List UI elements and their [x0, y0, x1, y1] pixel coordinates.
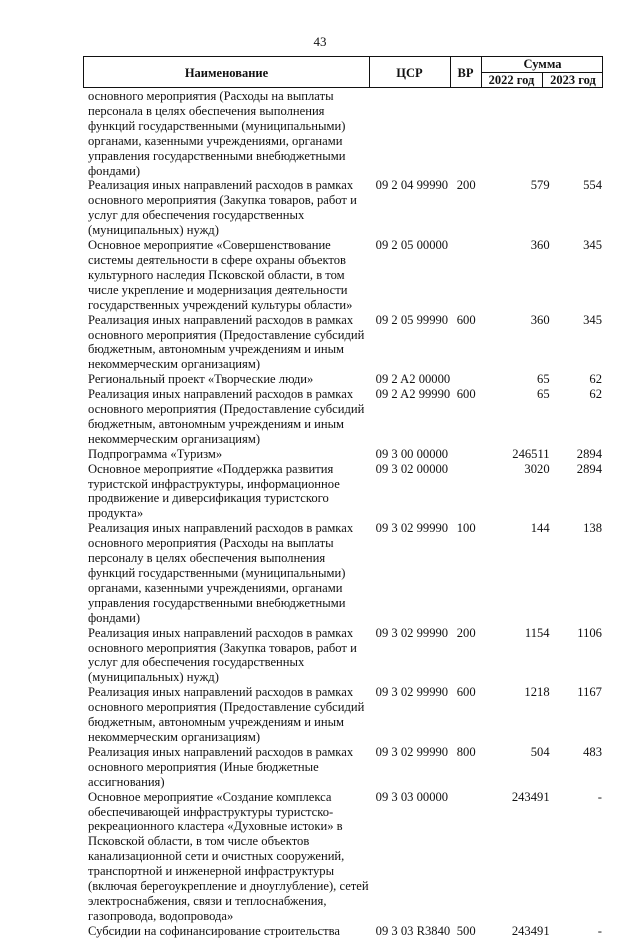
row-name: Реализация иных направлений расходов в рамках основного мероприятия (Закупка товаров, работ и услуг для обеспечения государственных (муниципальных) нужд) — [88, 178, 357, 238]
row-vr: 200 — [456, 178, 476, 193]
table-row — [88, 790, 602, 924]
row-vr — [457, 372, 494, 387]
row-vr: 200 — [456, 625, 476, 640]
row-2022: 243491 — [511, 789, 550, 804]
row-vr: 100 — [456, 521, 476, 536]
row-csr: 09 2 A2 99990 — [375, 387, 451, 402]
row-csr: 09 3 03 R3840 — [375, 923, 451, 938]
row-name: Субсидии на софинансирование строительства — [88, 923, 340, 938]
row-csr: 09 3 02 99990 — [375, 685, 449, 700]
row-2022: 3020 — [524, 461, 550, 476]
row-2022: 579 — [530, 178, 550, 193]
row-2023: 138 — [583, 521, 602, 536]
row-vr: 600 — [456, 685, 476, 700]
row-name: Основное мероприятие «Совершенствование системы деятельности в сфере охраны объектов культурного наследия Псковской области, в том числе укрепление и модернизация деятельности государственных учреждений культуры области» — [88, 238, 353, 312]
table-row — [88, 685, 602, 745]
header-csr: ЦСР — [396, 66, 423, 80]
row-vr — [457, 790, 494, 924]
header-name: Наименование — [184, 66, 269, 80]
row-csr: 09 3 02 99990 — [375, 625, 449, 640]
table-row — [88, 924, 602, 939]
row-2023: 1106 — [577, 625, 602, 640]
page-number: 43 — [313, 34, 327, 49]
header-year-2023: 2023 год — [550, 73, 596, 87]
table-row — [88, 387, 602, 447]
row-csr: 09 2 05 00000 — [375, 238, 449, 253]
header-vr: ВР — [457, 66, 474, 80]
row-csr: 09 3 02 00000 — [375, 461, 449, 476]
row-2023: 62 — [589, 372, 602, 387]
row-csr: 09 2 A2 00000 — [375, 372, 451, 387]
row-name: Реализация иных направлений расходов в рамках основного мероприятия (Предоставление субсидий бюджетным, автономным учреждениям и иным некоммерческим организациям) — [88, 387, 365, 446]
row-vr — [457, 238, 494, 313]
header-year-2022: 2022 год — [488, 73, 535, 87]
row-2022 — [493, 89, 549, 178]
table-row — [88, 626, 602, 686]
row-2023: 2894 — [576, 446, 602, 461]
row-name: Реализация иных направлений расходов в рамках основного мероприятия (Расходы на выплаты персоналу в целях обеспечения выполнения функций государственными (муниципальными) органами, казенными учреждениями, органами управления государственными внебюджетными фондами) — [88, 521, 354, 625]
row-2023: 1167 — [577, 685, 602, 700]
row-2023: 2894 — [576, 461, 602, 476]
row-vr — [457, 89, 494, 178]
table-row — [88, 313, 602, 373]
row-2022: 1154 — [524, 625, 550, 640]
row-vr — [457, 462, 494, 522]
table-row — [88, 447, 602, 462]
row-2022: 144 — [530, 521, 550, 536]
table-body — [88, 89, 602, 939]
row-2022: 65 — [537, 372, 550, 387]
row-csr: 09 3 02 99990 — [375, 744, 449, 759]
row-csr: 09 2 04 99990 — [375, 178, 449, 193]
row-vr: 600 — [456, 312, 476, 327]
table-row — [88, 178, 602, 238]
row-2022: 243491 — [511, 923, 550, 938]
table-row — [88, 521, 602, 625]
row-csr — [376, 89, 457, 178]
table-row — [88, 745, 602, 790]
row-2022: 504 — [530, 744, 550, 759]
table-row — [88, 372, 602, 387]
row-name: Региональный проект «Творческие люди» — [88, 372, 314, 387]
row-2023: 345 — [583, 312, 602, 327]
row-name: Реализация иных направлений расходов в рамках основного мероприятия (Закупка товаров, работ и услуг для обеспечения государственных (муниципальных) нужд) — [88, 625, 357, 685]
table-row — [88, 462, 602, 522]
row-2023: - — [597, 923, 602, 938]
row-2023: - — [597, 789, 602, 804]
header-sum: Сумма — [523, 57, 562, 71]
row-2022: 1218 — [524, 685, 550, 700]
row-2022: 360 — [530, 238, 550, 253]
table-header — [83, 56, 603, 88]
row-name: Реализация иных направлений расходов в рамках основного мероприятия (Предоставление субсидий бюджетным, автономным учреждениям и иным некоммерческим организациям) — [88, 685, 365, 744]
row-2022: 246511 — [512, 446, 550, 461]
row-name: Реализация иных направлений расходов в рамках основного мероприятия (Иные бюджетные ассигнования) — [88, 744, 354, 789]
row-2023: 554 — [583, 178, 602, 193]
row-2023: 62 — [589, 387, 602, 402]
row-name: основного мероприятия (Расходы на выплаты персонала в целях обеспечения выполнения функций государственными (муниципальными) органами, казенными учреждениями, органами управления государственными внебюджетными фондами) — [88, 89, 346, 178]
row-vr: 800 — [456, 744, 476, 759]
row-csr: 09 3 00 00000 — [375, 446, 449, 461]
row-name: Основное мероприятие «Создание комплекса обеспечивающей инфраструктуры туристско-рекреационного кластера «Духовные истоки» в Псковской области, в том числе объектов канализационной сети и очистных сооружений, транспортной и инженерной инфраструктуры (включая берегоукрепление и дноуглубление), сетей электроснабжения, связи и теплоснабжения, газопровода, водопровода» — [88, 789, 369, 923]
row-name: Реализация иных направлений расходов в рамках основного мероприятия (Предоставление субсидий бюджетным, автономным учреждениям и иным некоммерческим организациям) — [88, 312, 365, 372]
row-2023: 483 — [583, 744, 602, 759]
row-csr: 09 3 03 00000 — [375, 789, 449, 804]
row-name: Основное мероприятие «Поддержка развития туристской инфраструктуры, информационное продвижение и диверсификация туристского продукта» — [88, 461, 340, 521]
row-2023 — [550, 89, 602, 178]
table-row — [88, 89, 602, 178]
row-2022: 65 — [537, 387, 550, 402]
row-2023: 345 — [583, 238, 602, 253]
row-2022: 360 — [530, 312, 550, 327]
table-row — [88, 238, 602, 313]
row-csr: 09 3 02 99990 — [375, 521, 449, 536]
row-csr: 09 2 05 99990 — [375, 312, 449, 327]
row-vr: 600 — [456, 387, 476, 402]
row-name: Подпрограмма «Туризм» — [88, 446, 223, 461]
row-vr: 500 — [456, 923, 476, 938]
row-vr — [457, 447, 494, 462]
